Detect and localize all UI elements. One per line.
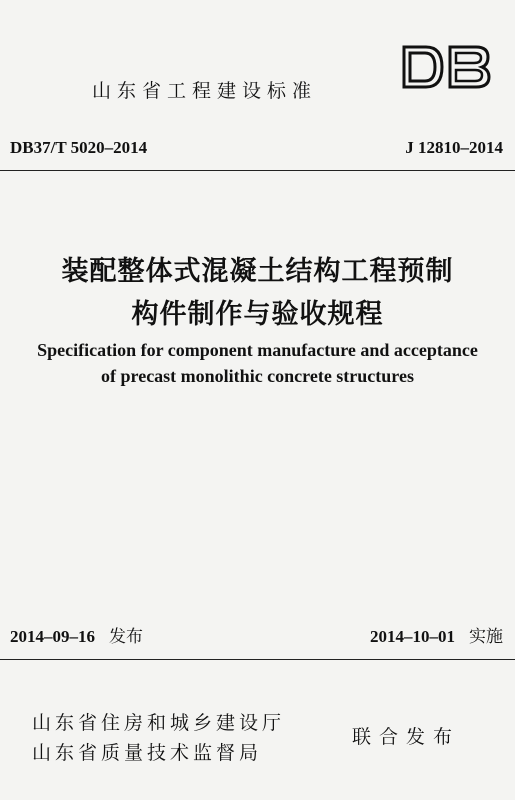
effective-label: 实施 bbox=[469, 627, 503, 647]
record-number: J 12810–2014 bbox=[405, 138, 503, 157]
issuer-line2: 山东省质量技术监督局 bbox=[32, 742, 263, 764]
title-en-line1: Specification for component manufacture and acceptance bbox=[37, 340, 478, 360]
bottom-divider bbox=[0, 659, 515, 660]
title-cn-line1: 装配整体式混凝土结构工程预制 bbox=[61, 256, 454, 286]
standard-number: DB37/T 5020–2014 bbox=[10, 138, 148, 157]
joint-release-label: 联合发布 bbox=[352, 726, 461, 748]
release-date: 2014–09–16 bbox=[10, 627, 95, 646]
header-organization: 山东省工程建设标准 bbox=[92, 80, 318, 102]
issuer-line1: 山东省住房和城乡建设厅 bbox=[32, 712, 286, 734]
effective-date: 2014–10–01 bbox=[370, 627, 455, 646]
title-cn-line2: 构件制作与验收规程 bbox=[131, 299, 384, 329]
release-label: 发布 bbox=[109, 627, 143, 647]
db-logo bbox=[400, 44, 492, 90]
release-date-row bbox=[10, 622, 143, 647]
effective-date-row bbox=[370, 622, 503, 647]
title-en-line2: of precast monolithic concrete structures bbox=[101, 366, 414, 386]
top-divider bbox=[0, 170, 515, 171]
